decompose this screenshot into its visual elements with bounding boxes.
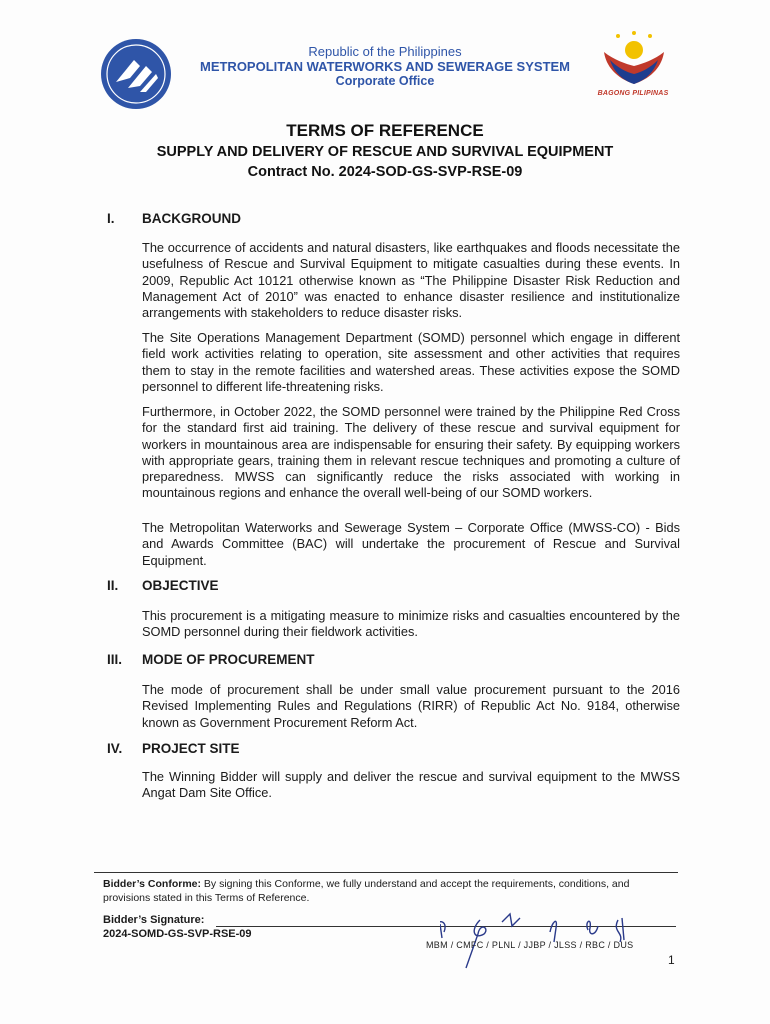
bagong-pilipinas-logo: [596, 30, 672, 88]
header-agency: METROPOLITAN WATERWORKS AND SEWERAGE SYSTEM: [199, 59, 571, 74]
signature-label: Bidder’s Signature:: [103, 914, 205, 926]
header-office: Corporate Office: [335, 74, 435, 88]
background-paragraph: The Metropolitan Waterworks and Sewerage System – Corporate Office (MWSS-CO) - Bids and Awards Committee (BAC) will undertake the procurement of Rescue and Survival Equipment.: [142, 520, 680, 568]
background-paragraph: The Site Operations Management Department (SOMD) personnel which engage in different field work activities relating to operation, site assessment and other activities that requires them to stay in the remote facilities and watershed areas. These activities expose the SOMD personnel to different life-threatening risks.: [142, 330, 680, 394]
reviewer-initials: MBM / CMFC / PLNL / JJBP / JLSS / RBC / DUS: [426, 940, 634, 950]
section-title-project-site: PROJECT SITE: [142, 741, 240, 756]
procurement-paragraph: The mode of procurement shall be under small value procurement pursuant to the 2016 Revised Implementing Rules and Regulations (RIRR) of Republic Act No. 9184, otherwise known as Government Procurement Reform Act.: [142, 682, 680, 730]
objective-paragraph: This procurement is a mitigating measure to minimize risks and casualties encountered by the SOMD personnel during their fieldwork activities.: [142, 608, 680, 640]
section-title-background: BACKGROUND: [142, 211, 241, 226]
mwss-logo: [100, 38, 172, 110]
section-number: IV.: [107, 741, 123, 756]
background-paragraph: The occurrence of accidents and natural disasters, like earthquakes and floods necessitate the usefulness of Rescue and Survival Equipment to mitigate casualties during these events. In 2009, Republic Act 10121 otherwise known as “The Philippine Disaster Risk Reduction and Management Act of 2010” was enacted to enhance disaster resilience and institutionalize arrangements with stakeholders to reduce disaster risks.: [142, 240, 680, 321]
project-site-paragraph: The Winning Bidder will supply and deliver the rescue and survival equipment to the MWSS Angat Dam Site Office.: [142, 769, 680, 801]
conforme-label: Bidder’s Conforme:: [103, 878, 202, 890]
footer-divider: [94, 872, 678, 873]
bidders-conforme: [103, 877, 673, 905]
document-title: TERMS OF REFERENCE: [286, 121, 484, 140]
section-title-objective: OBJECTIVE: [142, 578, 219, 593]
header-republic: Republic of the Philippines: [308, 44, 462, 59]
section-number: III.: [107, 652, 123, 667]
contract-number: Contract No. 2024-SOD-GS-SVP-RSE-09: [247, 164, 523, 180]
bagong-pilipinas-caption: BAGONG PILIPINAS: [597, 90, 669, 97]
document-subtitle: SUPPLY AND DELIVERY OF RESCUE AND SURVIVAL EQUIPMENT: [156, 144, 614, 160]
section-title-mode-of-procurement: MODE OF PROCUREMENT: [142, 652, 315, 667]
section-number: I.: [107, 211, 115, 226]
page-number: 1: [668, 953, 675, 967]
background-paragraph: Furthermore, in October 2022, the SOMD personnel were trained by the Philippine Red Cross for the standard first aid training. The delivery of these rescue and survival equipment for workers in mountainous area are indispensable for ensuring their safety. By equipping workers with appropriate gears, training them in relevant rescue techniques and promoting a culture of preparedness. MWSS can significantly reduce the risks associated with working in mountainous regions and enhance the overall well-being of our SOMD workers.: [142, 404, 680, 501]
conforme-text: By signing this Conforme, we fully understand and accept the requirements, conditions, and provisions stated in this Terms of Reference.: [103, 878, 630, 904]
section-number: II.: [107, 578, 119, 593]
document-code: 2024-SOMD-GS-SVP-RSE-09: [103, 928, 252, 940]
